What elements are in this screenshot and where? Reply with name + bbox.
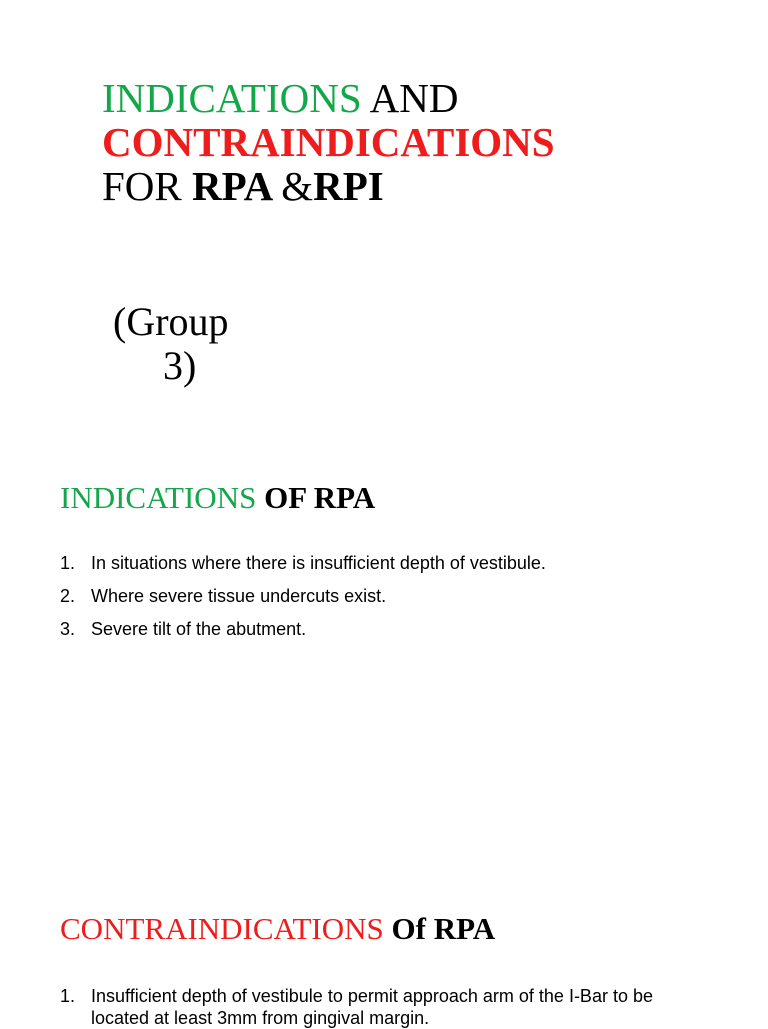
title-contraindications: CONTRAINDICATIONS (102, 119, 555, 165)
group-label (113, 300, 273, 388)
list-item-text: In situations where there is insufficient depth of vestibule. (91, 553, 546, 573)
contraindications-heading (60, 911, 495, 947)
group-line-1: (Group (113, 299, 229, 344)
title-line-3 (102, 164, 555, 208)
indications-heading (60, 480, 375, 516)
indications-heading-colored: INDICATIONS (60, 480, 257, 515)
page-title (102, 76, 555, 208)
indications-heading-rest: OF RPA (256, 480, 376, 515)
list-item-text: Severe tilt of the abutment. (91, 619, 307, 639)
contraindications-heading-rest: Of RPA (383, 911, 496, 946)
title-line-1 (102, 76, 555, 120)
list-item (60, 585, 740, 618)
group-line-2: 3) (163, 343, 197, 388)
list-item-number: 1. (60, 986, 76, 1006)
contraindications-heading-colored: CONTRAINDICATIONS (60, 911, 384, 946)
title-rpi: RPI (313, 163, 384, 209)
title-and: AND (361, 75, 459, 121)
title-rpa: RPA (192, 163, 282, 209)
title-amp: & (281, 163, 314, 209)
contraindications-list (60, 985, 710, 1029)
title-for: FOR (102, 163, 193, 209)
list-item-number: 3. (60, 619, 76, 639)
list-item-number: 2. (60, 586, 76, 606)
indications-list (60, 552, 740, 651)
list-item (60, 618, 740, 651)
list-item-text: Where severe tissue undercuts exist. (91, 586, 387, 606)
list-item-text: Insufficient depth of vestibule to permit approach arm of the I-Bar to be located at least 3mm from gingival margin. (91, 986, 653, 1028)
list-item-number: 1. (60, 553, 76, 573)
title-indications: INDICATIONS (102, 75, 362, 121)
list-item (60, 985, 710, 1029)
list-item (60, 552, 740, 585)
